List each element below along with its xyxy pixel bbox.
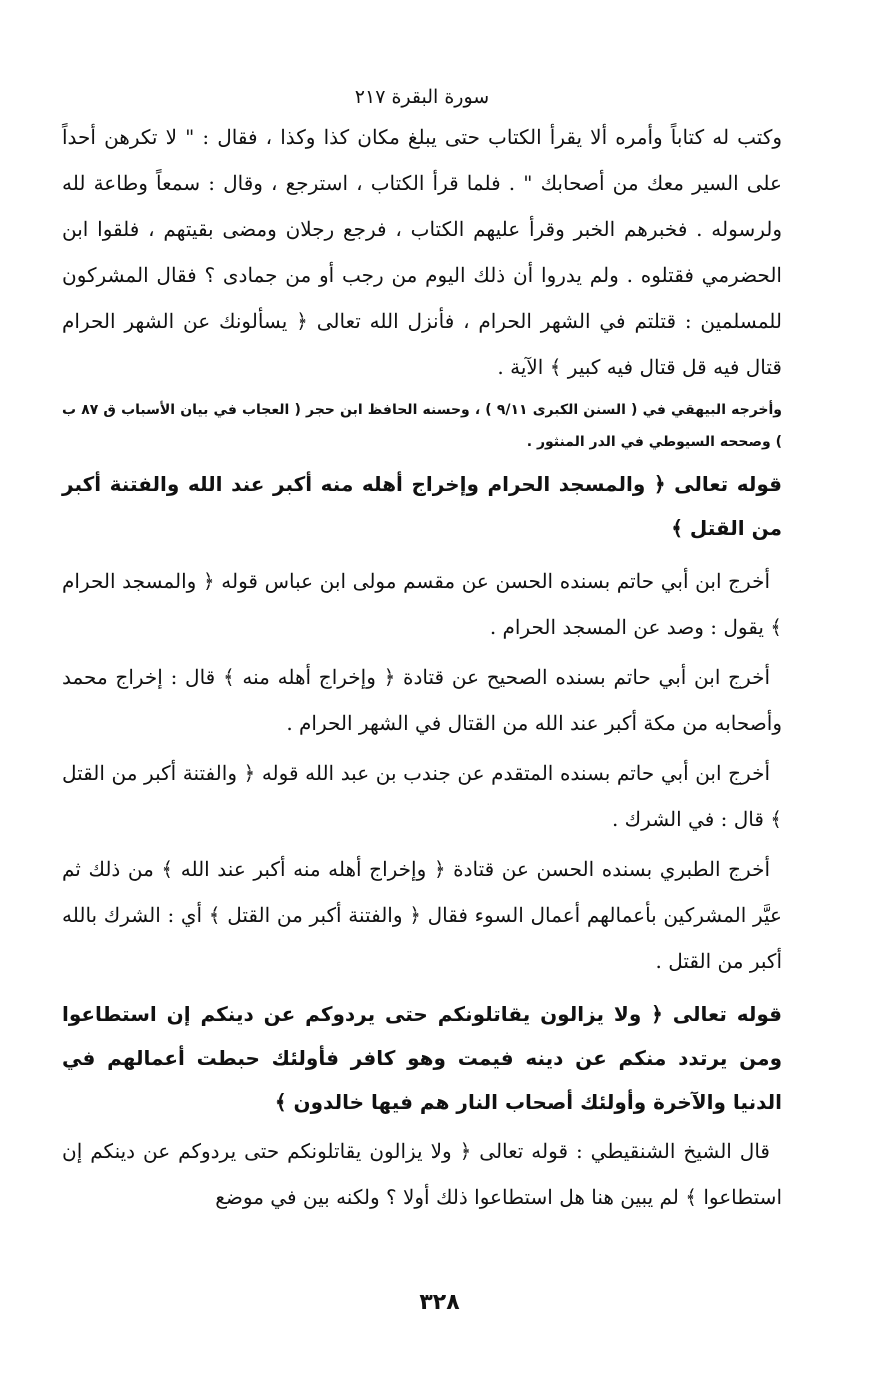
section-heading: قوله تعالى ﴿ والمسجد الحرام وإخراج أهله منه أكبر عند الله والفتنة أكبر من القتل ﴾ [62,472,782,540]
citation-note: وأخرجه البيهقي في ( السنن الكبرى ٩/١١ ) ، وحسنه الحافظ ابن حجر ( العجاب في بيان الأسباب ق ٨٧ ب ) وصححه السيوطي في الدر المنثور . [62,402,782,450]
section-heading: قوله تعالى ﴿ ولا يزالون يقاتلونكم حتى يردوكم عن دينكم إن استطاعوا ومن يرتدد منكم عن دينه فيمت وهو كافر فأولئك حبطت أعمالهم في الدنيا والآخرة وأولئك أصحاب النار هم فيها خالدون ﴾ [62,1002,782,1114]
body-paragraph: وكتب له كتاباً وأمره ألا يقرأ الكتاب حتى يبلغ مكان كذا وكذا ، فقال : " لا تكرهن أحداً على السير معك من أصحابك " . فلما قرأ الكتاب ، استرجع ، وقال : سمعاً وطاعة لله ولرسوله . فخبرهم الخبر وقرأ عليهم الكتاب ، فرجع رجلان ومضى بقيتهم ، فلقوا ابن الحضرمي فقتلوه . ولم يدروا أن ذلك اليوم من رجب أو من جمادى ؟ فقال المشركون للمسلمين : قتلتم في الشهر الحرام ، فأنزل الله تعالى ﴿ يسألونك عن الشهر الحرام قتال فيه قل قتال فيه كبير ﴾ الآية . [62,125,782,379]
body-paragraph: أخرج ابن أبي حاتم بسنده الصحيح عن قتادة ﴿ وإخراج أهله منه ﴾ قال : إخراج محمد وأصحابه من مكة أكبر عند الله من القتال في الشهر الحرام . [62,665,782,735]
body-paragraph: قال الشيخ الشنقيطي : قوله تعالى ﴿ ولا يزالون يقاتلونكم حتى يردوكم عن دينكم إن استطاعوا ﴾ لم يبين هنا هل استطاعوا ذلك أولا ؟ ولكنه بين في موضع [62,1139,782,1209]
body-paragraph: أخرج الطبري بسنده الحسن عن قتادة ﴿ وإخراج أهله منه أكبر عند الله ﴾ من ذلك ثم عيَّر المشركين بأعمالهم أعمال السوء فقال ﴿ والفتنة أكبر من القتل ﴾ أي : الشرك بالله أكبر من القتل . [62,857,782,973]
body-paragraph: أخرج ابن أبي حاتم بسنده المتقدم عن جندب بن عبد الله قوله ﴿ والفتنة أكبر من القتل ﴾ قال : في الشرك . [62,761,782,831]
document-page [62,84,782,1220]
running-header: سورة البقرة ٢١٧ [354,86,490,108]
body-paragraph: أخرج ابن أبي حاتم بسنده الحسن عن مقسم مولى ابن عباس قوله ﴿ والمسجد الحرام ﴾ يقول : وصد عن المسجد الحرام . [62,569,782,639]
page-number: ٣٢٨ [419,1290,460,1315]
